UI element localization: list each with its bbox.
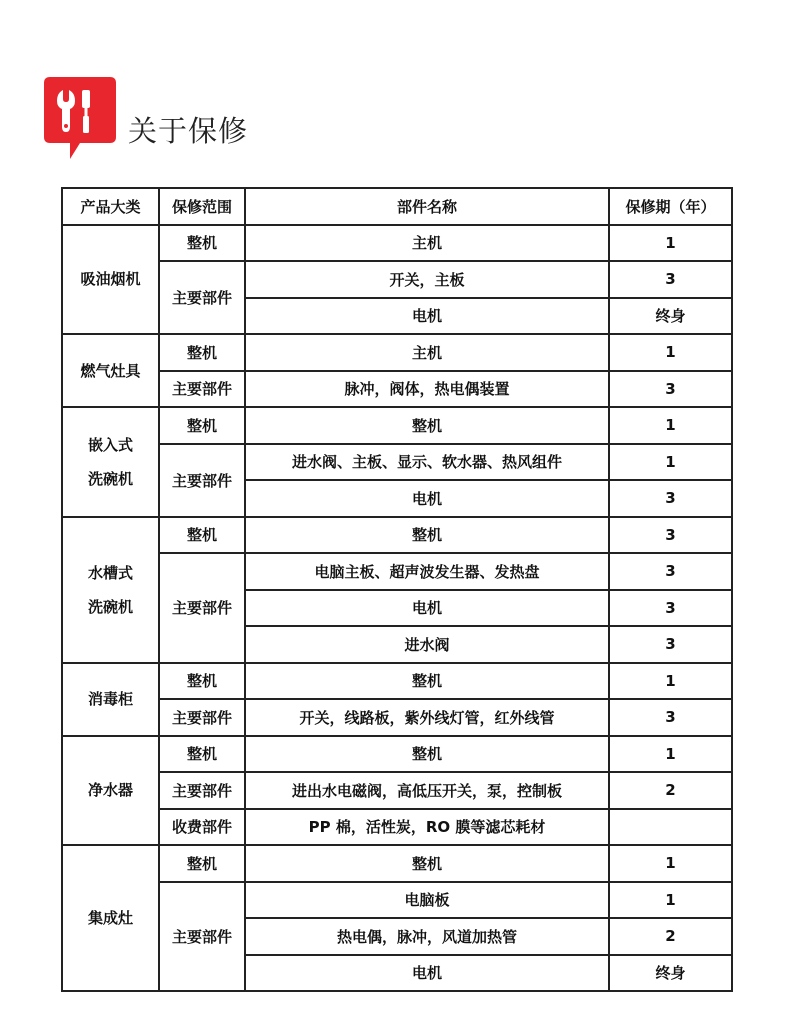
- part-cell: 电机: [245, 480, 609, 517]
- period-cell: 终身: [609, 298, 732, 335]
- category-cell: 吸油烟机: [62, 225, 159, 335]
- table-row: [62, 225, 732, 262]
- header-part: 部件名称: [245, 188, 609, 225]
- part-cell: 电脑板: [245, 882, 609, 919]
- scope-cell: 整机: [159, 517, 245, 554]
- period-cell: 3: [609, 553, 732, 590]
- period-cell: 3: [609, 371, 732, 408]
- period-cell: 3: [609, 590, 732, 627]
- scope-cell: 整机: [159, 334, 245, 371]
- table-row: [62, 334, 732, 371]
- category-cell: 水槽式 洗碗机: [62, 517, 159, 663]
- part-cell: 电机: [245, 590, 609, 627]
- section-header: [44, 77, 344, 159]
- part-cell: 整机: [245, 736, 609, 773]
- category-cell: 集成灶: [62, 845, 159, 991]
- period-cell: 3: [609, 261, 732, 298]
- table-row: [62, 261, 732, 298]
- period-cell: 1: [609, 663, 732, 700]
- period-cell: 1: [609, 444, 732, 481]
- table-row: [62, 371, 732, 408]
- header-category: 产品大类: [62, 188, 159, 225]
- scope-cell: 主要部件: [159, 553, 245, 663]
- period-cell: 3: [609, 699, 732, 736]
- scope-cell: 主要部件: [159, 882, 245, 992]
- table-row: [62, 809, 732, 846]
- category-cell: 嵌入式 洗碗机: [62, 407, 159, 517]
- header-period: 保修期（年）: [609, 188, 732, 225]
- table-row: [62, 407, 732, 444]
- scope-cell: 收费部件: [159, 809, 245, 846]
- part-cell: 进水阀、主板、显示、软水器、热风组件: [245, 444, 609, 481]
- part-cell: 整机: [245, 663, 609, 700]
- scope-cell: 整机: [159, 663, 245, 700]
- category-cell: 消毒柜: [62, 663, 159, 736]
- period-cell: 3: [609, 626, 732, 663]
- part-cell: PP 棉，活性炭，RO 膜等滤芯耗材: [245, 809, 609, 846]
- table-row: [62, 444, 732, 481]
- period-cell: 1: [609, 736, 732, 773]
- part-cell: 脉冲，阀体，热电偶装置: [245, 371, 609, 408]
- table-row: [62, 553, 732, 590]
- period-cell: 1: [609, 407, 732, 444]
- table-row: [62, 772, 732, 809]
- part-cell: 整机: [245, 407, 609, 444]
- table-header-row: [62, 188, 732, 225]
- scope-cell: 整机: [159, 407, 245, 444]
- part-cell: 进出水电磁阀，高低压开关，泵，控制板: [245, 772, 609, 809]
- period-cell: 1: [609, 845, 732, 882]
- part-cell: 主机: [245, 334, 609, 371]
- table-row: [62, 736, 732, 773]
- page-title: 关于保修: [128, 114, 249, 148]
- scope-cell: 主要部件: [159, 371, 245, 408]
- part-cell: 开关，线路板，紫外线灯管，红外线管: [245, 699, 609, 736]
- scope-cell: 主要部件: [159, 261, 245, 334]
- table-row: [62, 882, 732, 919]
- scope-cell: 整机: [159, 736, 245, 773]
- scope-cell: 主要部件: [159, 699, 245, 736]
- part-cell: 电机: [245, 298, 609, 335]
- part-cell: 进水阀: [245, 626, 609, 663]
- scope-cell: 主要部件: [159, 772, 245, 809]
- part-cell: 开关，主板: [245, 261, 609, 298]
- part-cell: 电机: [245, 955, 609, 992]
- table-row: [62, 699, 732, 736]
- tools-icon: [44, 77, 116, 159]
- period-cell: 1: [609, 882, 732, 919]
- header-scope: 保修范围: [159, 188, 245, 225]
- period-cell: 1: [609, 225, 732, 262]
- category-cell: 燃气灶具: [62, 334, 159, 407]
- table-row: [62, 845, 732, 882]
- period-cell: 2: [609, 918, 732, 955]
- scope-cell: 整机: [159, 845, 245, 882]
- table-row: [62, 517, 732, 554]
- scope-cell: 整机: [159, 225, 245, 262]
- warranty-table: [61, 187, 733, 992]
- table-row: [62, 663, 732, 700]
- period-cell: 2: [609, 772, 732, 809]
- period-cell: [609, 809, 732, 846]
- part-cell: 电脑主板、超声波发生器、发热盘: [245, 553, 609, 590]
- part-cell: 整机: [245, 845, 609, 882]
- period-cell: 终身: [609, 955, 732, 992]
- part-cell: 主机: [245, 225, 609, 262]
- period-cell: 3: [609, 480, 732, 517]
- category-cell: 净水器: [62, 736, 159, 846]
- scope-cell: 主要部件: [159, 444, 245, 517]
- part-cell: 整机: [245, 517, 609, 554]
- period-cell: 1: [609, 334, 732, 371]
- period-cell: 3: [609, 517, 732, 554]
- part-cell: 热电偶，脉冲，风道加热管: [245, 918, 609, 955]
